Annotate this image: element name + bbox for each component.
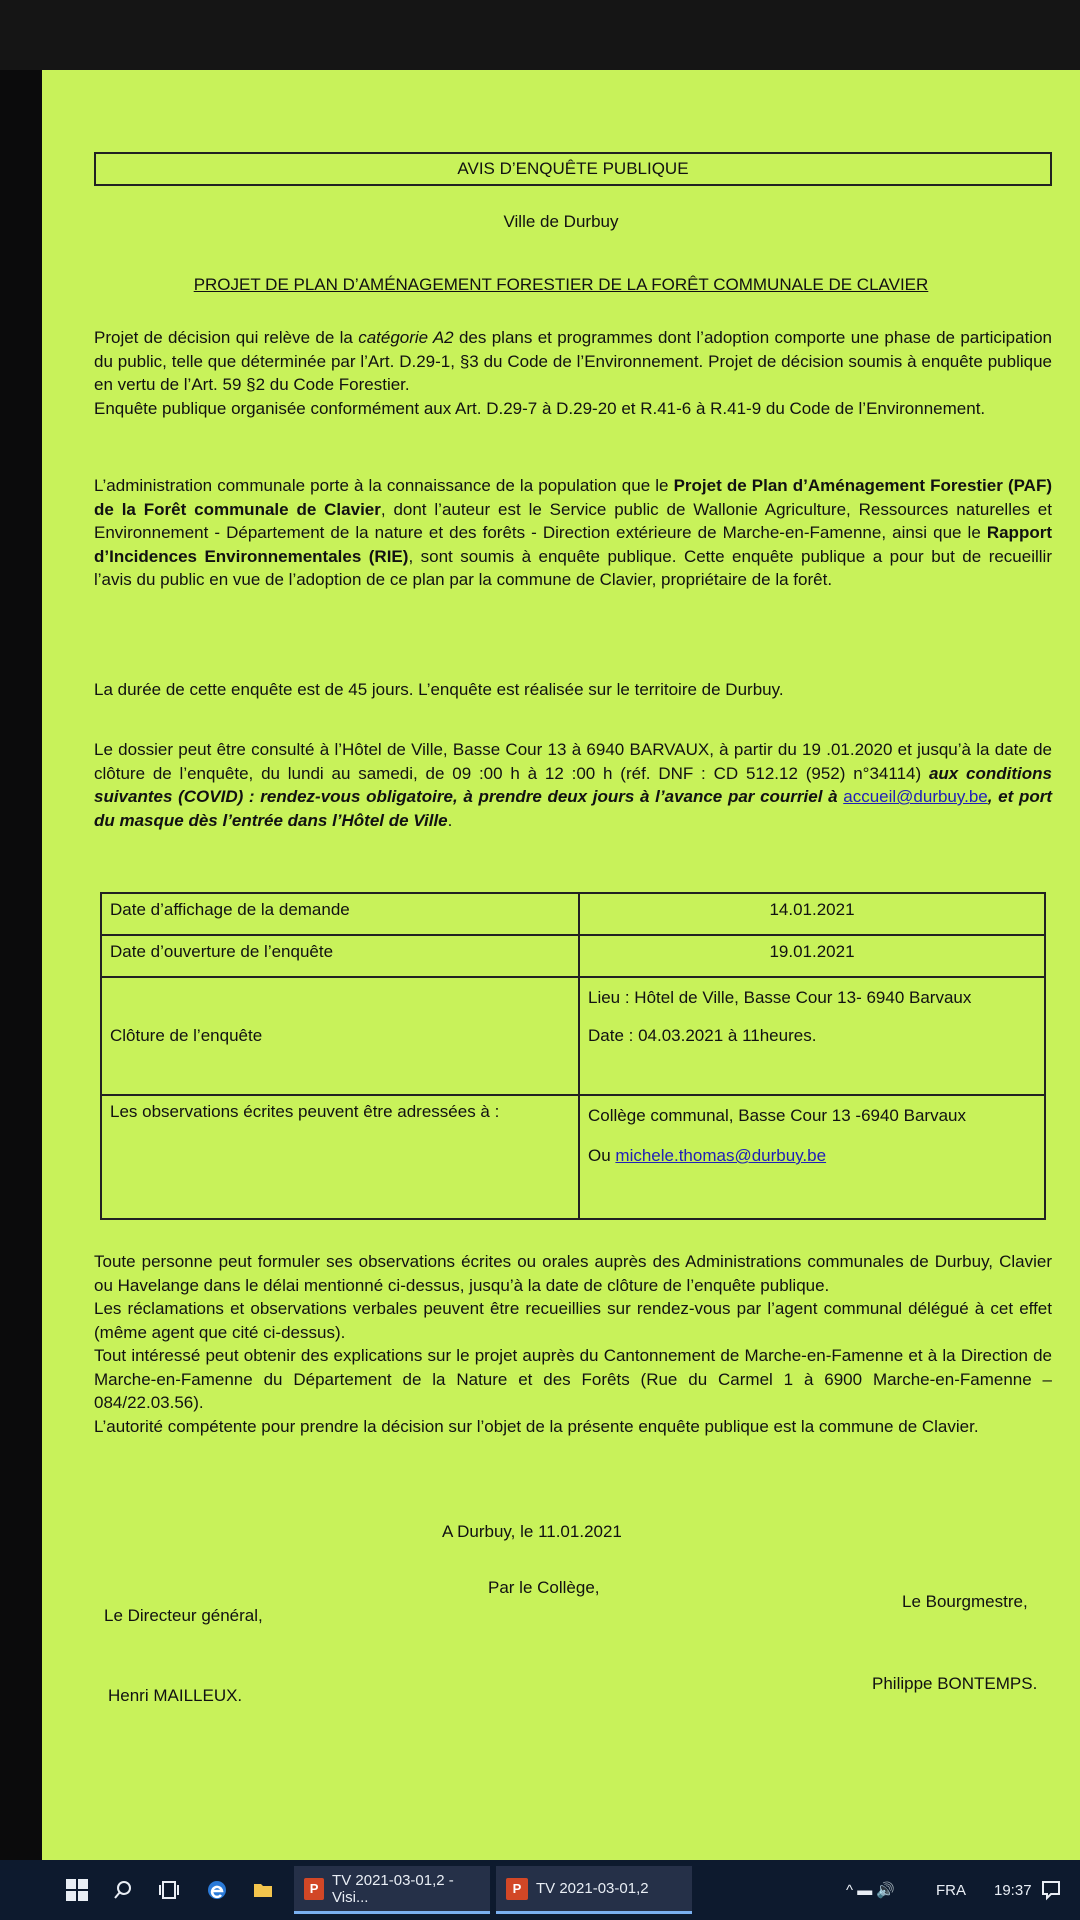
- project-title: PROJET DE PLAN D’AMÉNAGEMENT FORESTIER DE LA FORÊT COMMUNALE DE CLAVIER: [193, 275, 929, 294]
- notifications-button[interactable]: [1040, 1860, 1062, 1920]
- taskbar-app-label: TV 2021-03-01,2 - Visi...: [332, 1871, 454, 1906]
- table-value: 14.01.2021: [579, 893, 1045, 935]
- paragraph-announcement: L’administration communale porte à la connaissance de la population que le Projet de Plan d’Aménagement Forestier (PAF) de la Forêt communale de Clavier, dont l’auteur est le Service public de Wallonie Agriculture, Ressources naturelles et Environnement - Département de la nature et des forêts - Direction extérieure de Marche-en-Famenne, ainsi que le Rapport d’Incidences Environnementales (RIE), sont soumis à enquête publique. Cette enquête publique a pour but de recueillir l’avis du public en vue de l’adoption de ce plan par la commune de Clavier, propriétaire de la forêt.: [94, 476, 1052, 589]
- table-row: [101, 935, 1045, 977]
- language-indicator[interactable]: FRA: [936, 1881, 966, 1899]
- paragraph-category: Projet de décision qui relève de la catégorie A2 des plans et programmes dont l’adoption comporte une phase de participation du public, telle que déterminée par l’Art. D.29-1, §3 du Code de l’Environnement. Projet de décision soumis à enquête publique en vertu de l’Art. 59 §2 du Code Forestier. Enquête publique organisée conformément aux Art. D.29-7 à D.29-20 et R.41-6 à R.41-9 du Code de l’Environnement.: [94, 328, 1052, 418]
- document-page: [42, 70, 1080, 1860]
- enquiry-dates-table: [100, 892, 1046, 1220]
- folder-icon: [252, 1879, 274, 1901]
- table-label: Date d’ouverture de l’enquête: [101, 935, 579, 977]
- paragraph-duration: La durée de cette enquête est de 45 jours. L’enquête est réalisée sur le territoire de Durbuy.: [94, 680, 784, 699]
- task-view-button[interactable]: [158, 1860, 180, 1920]
- table-row: [101, 893, 1045, 935]
- search-button[interactable]: [112, 1860, 134, 1920]
- table-label: Clôture de l’enquête: [101, 977, 579, 1095]
- taskbar-app-powerpoint-1[interactable]: [294, 1866, 490, 1914]
- table-value: Lieu : Hôtel de Ville, Basse Cour 13- 6940 Barvaux Date : 04.03.2021 à 11heures.: [579, 977, 1045, 1095]
- start-button[interactable]: [66, 1860, 88, 1920]
- michele-email-link[interactable]: michele.thomas@durbuy.be: [615, 1146, 827, 1165]
- college-signature: Par le Collège,: [488, 1578, 600, 1597]
- notification-icon: [1040, 1879, 1062, 1901]
- system-tray-icons[interactable]: ^ ▬ 🔊: [846, 1882, 896, 1899]
- accueil-email-link[interactable]: accueil@durbuy.be: [843, 787, 988, 806]
- table-label: Date d’affichage de la demande: [101, 893, 579, 935]
- powerpoint-icon: P: [304, 1878, 324, 1900]
- mayor-title: Le Bourgmestre,: [902, 1592, 1028, 1611]
- taskbar: [0, 1860, 1080, 1920]
- mayor-name: Philippe BONTEMPS.: [872, 1674, 1038, 1693]
- table-row: [101, 1095, 1045, 1219]
- paragraph-consultation: Le dossier peut être consulté à l’Hôtel de Ville, Basse Cour 13 à 6940 BARVAUX, à partir du 19 .01.2020 et jusqu’à la date de clôture de l’enquête, du lundi au samedi, de 09 :00 h à 12 :00 h (réf. DNF : CD 512.12 (952) n°34114) aux conditions suivantes (COVID) : rendez-vous obligatoire, à prendre deux jours à l’avance par courriel à accueil@durbuy.be, et port du masque dès l’entrée dans l’Hôtel de Ville.: [94, 740, 1052, 830]
- notice-title: AVIS D’ENQUÊTE PUBLIQUE: [94, 152, 1052, 186]
- table-value: 19.01.2021: [579, 935, 1045, 977]
- director-title: Le Directeur général,: [104, 1606, 263, 1625]
- table-row: [101, 977, 1045, 1095]
- director-name: Henri MAILLEUX.: [108, 1686, 243, 1705]
- edge-browser-icon: [206, 1879, 228, 1901]
- paragraph-observations: Toute personne peut formuler ses observations écrites ou orales auprès des Administrations communales de Durbuy, Clavier ou Havelange dans le délai mentionné ci-dessus, jusqu’à la date de clôture de l’enquête publique. Les réclamations et observations verbales peuvent être recueillies sur rendez-vous par l’agent communal délégué à cet effet (même agent que cité ci-dessus). Tout intéressé peut obtenir des explications sur le projet auprès du Cantonnement de Marche-en-Famenne et à la Direction de Marche-en-Famenne du Département de la Nature et des Forêts (Rue du Carmel 1 à 6900 Marche-en-Famenne – 084/22.03.56). L’autorité compétente pour prendre la décision sur l’objet de la présente enquête publique est la commune de Clavier.: [94, 1252, 1052, 1436]
- table-value: Collège communal, Basse Cour 13 -6940 Barvaux Ou michele.thomas@durbuy.be: [579, 1095, 1045, 1219]
- search-icon: [112, 1879, 134, 1901]
- taskbar-app-powerpoint-2[interactable]: [496, 1866, 692, 1914]
- document-viewer[interactable]: [42, 70, 1080, 1860]
- edge-button[interactable]: [206, 1860, 228, 1920]
- windows-icon: [66, 1879, 88, 1901]
- town-name: Ville de Durbuy: [503, 212, 619, 231]
- file-explorer-button[interactable]: [252, 1860, 274, 1920]
- taskbar-app-label: TV 2021-03-01,2: [536, 1880, 649, 1897]
- monitor-bezel: [0, 0, 1080, 70]
- place-date: A Durbuy, le 11.01.2021: [442, 1522, 622, 1541]
- powerpoint-icon: P: [506, 1878, 528, 1900]
- clock[interactable]: 19:37: [994, 1881, 1032, 1899]
- task-view-icon: [158, 1879, 180, 1901]
- table-label: Les observations écrites peuvent être adressées à :: [101, 1095, 579, 1219]
